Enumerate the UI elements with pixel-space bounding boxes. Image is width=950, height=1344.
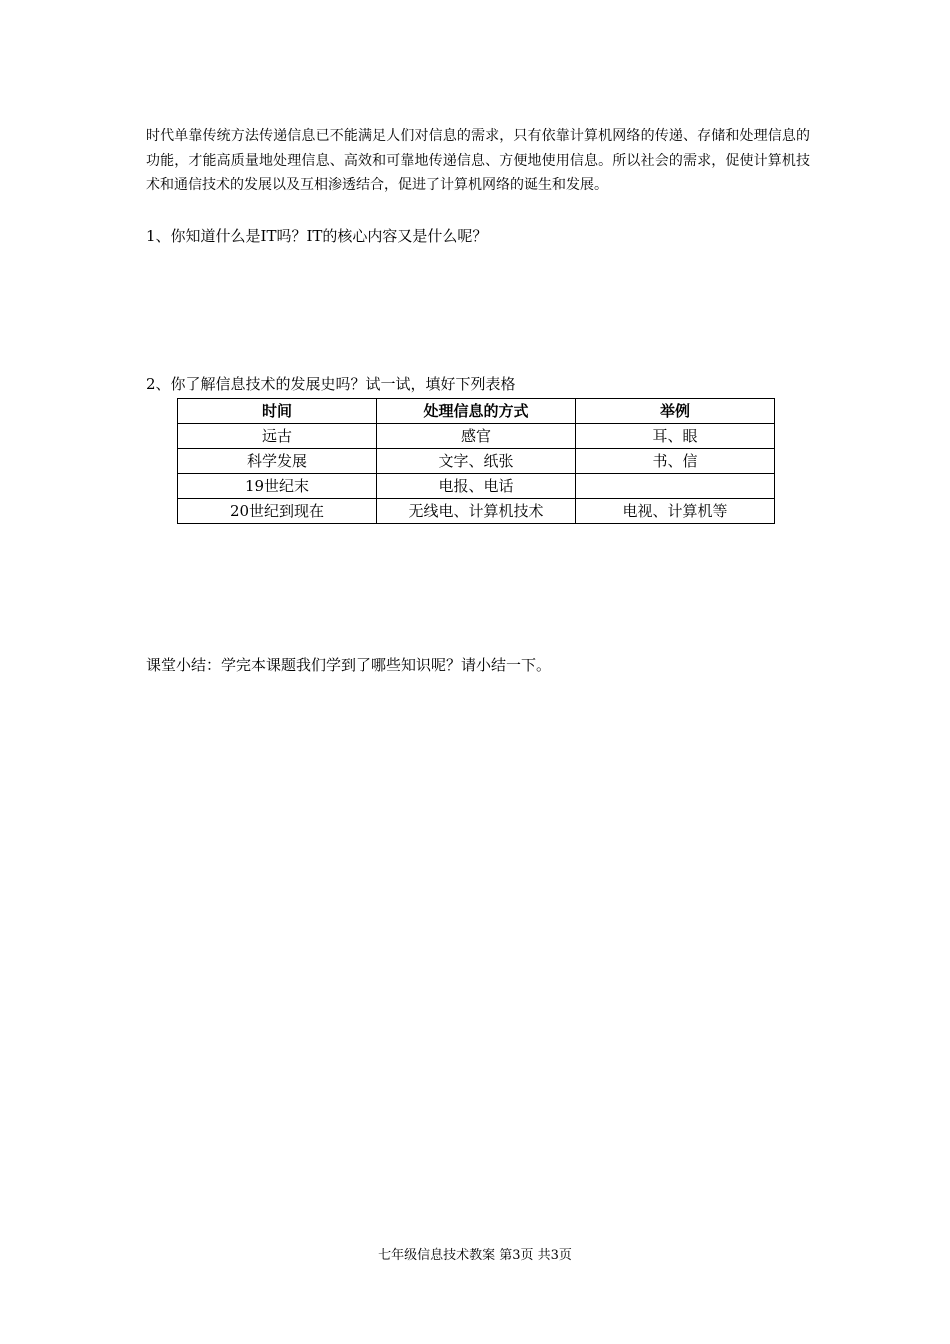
class-summary-prompt: 课堂小结：学完本课题我们学到了哪些知识呢？请小结一下。 — [146, 656, 552, 674]
table-cell: 书、信 — [576, 449, 775, 474]
table-row — [178, 449, 775, 474]
table-cell: 电视、计算机等 — [576, 499, 775, 524]
table-cell: 感官 — [377, 424, 576, 449]
table-row — [178, 499, 775, 524]
it-history-table — [177, 398, 775, 524]
header-example: 举例 — [576, 399, 775, 424]
table-cell: 耳、眼 — [576, 424, 775, 449]
table-header-row — [178, 399, 775, 424]
table-cell: 远古 — [178, 424, 377, 449]
table-cell: 文字、纸张 — [377, 449, 576, 474]
table-cell-empty — [576, 474, 775, 499]
question-1: 1、你知道什么是IT吗？IT的核心内容又是什么呢？ — [146, 227, 488, 245]
table-row — [178, 424, 775, 449]
header-time: 时间 — [178, 399, 377, 424]
table-cell: 19世纪末 — [178, 474, 377, 499]
table-cell: 无线电、计算机技术 — [377, 499, 576, 524]
table-cell: 电报、电话 — [377, 474, 576, 499]
table-cell: 科学发展 — [178, 449, 377, 474]
table-cell: 20世纪到现在 — [178, 499, 377, 524]
table-row — [178, 474, 775, 499]
page-footer: 七年级信息技术教案 第3页 共3页 — [378, 1248, 572, 1263]
header-method: 处理信息的方式 — [377, 399, 576, 424]
question-2: 2、你了解信息技术的发展史吗？试一试，填好下列表格 — [146, 375, 516, 393]
intro-paragraph: 时代单靠传统方法传递信息已不能满足人们对信息的需求，只有依靠计算机网络的传递、存储和处理信息的功能，才能高质量地处理信息、高效和可靠地传递信息、方便地使用信息。所以社会的需求，促使计算机技术和通信技术的发展以及互相渗透结合，促进了计算机网络的诞生和发展。 — [146, 128, 810, 193]
